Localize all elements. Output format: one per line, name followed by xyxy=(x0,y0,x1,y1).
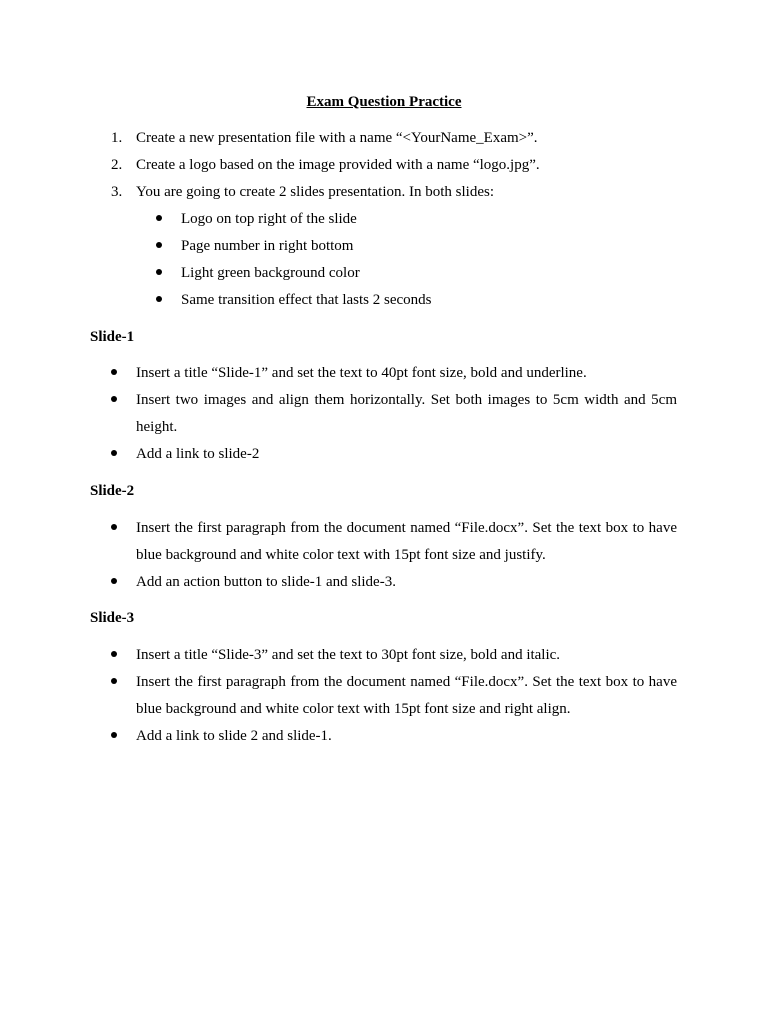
list-item xyxy=(0,723,677,750)
list-item-text: Create a logo based on the image provided with a name “logo.jpg”. xyxy=(136,157,540,173)
bullet-icon xyxy=(111,569,117,596)
slide-2-list xyxy=(0,515,768,596)
bullet-icon xyxy=(111,669,117,696)
list-item xyxy=(0,360,677,387)
numbered-item xyxy=(0,153,768,180)
list-item xyxy=(0,642,677,669)
list-item-text: Insert the first paragraph from the document named “File.docx”. Set the text box to have blue background and white color text with 15pt font size and right align. xyxy=(136,674,677,717)
bullet-icon xyxy=(156,234,166,259)
sub-list-item xyxy=(0,261,768,288)
list-number: 3. xyxy=(111,184,123,200)
numbered-item xyxy=(0,126,768,153)
bullet-icon xyxy=(111,360,117,387)
slide-1-heading: Slide-1 xyxy=(90,329,135,345)
list-item-text: Insert two images and align them horizontally. Set both images to 5cm width and 5cm height. xyxy=(136,392,677,435)
slide-2-heading: Slide-2 xyxy=(90,483,135,499)
list-item-text: Insert a title “Slide-3” and set the text to 30pt font size, bold and italic. xyxy=(136,647,561,663)
bullet-icon xyxy=(111,387,117,414)
list-item-text: Insert a title “Slide-1” and set the text to 40pt font size, bold and underline. xyxy=(136,365,587,381)
list-number: 2. xyxy=(111,157,123,173)
sub-list-container xyxy=(0,207,768,315)
numbered-list xyxy=(0,126,768,315)
both-slides-list xyxy=(0,207,768,315)
list-item xyxy=(0,515,677,569)
list-item xyxy=(0,569,677,596)
numbered-item xyxy=(0,180,768,207)
document-title: Exam Question Practice xyxy=(306,94,462,110)
list-item-text: Add a link to slide 2 and slide-1. xyxy=(136,728,332,744)
bullet-icon xyxy=(111,723,117,750)
bullet-icon xyxy=(156,261,166,286)
sub-list-item xyxy=(0,234,768,261)
list-number: 1. xyxy=(111,130,123,146)
list-item-text: Add a link to slide-2 xyxy=(136,446,260,462)
sub-list-item-text: Page number in right bottom xyxy=(181,238,354,254)
sub-list-item-text: Logo on top right of the slide xyxy=(181,211,357,227)
list-item xyxy=(0,669,677,723)
sub-list-item xyxy=(0,288,768,315)
slide-3-heading: Slide-3 xyxy=(90,610,135,626)
sub-list-item-text: Light green background color xyxy=(181,265,360,281)
bullet-icon xyxy=(156,288,166,313)
list-item-text: Insert the first paragraph from the document named “File.docx”. Set the text box to have blue background and white color text with 15pt font size and justify. xyxy=(136,520,677,563)
slide-3-list xyxy=(0,642,768,750)
bullet-icon xyxy=(156,207,166,232)
sub-list-item-text: Same transition effect that lasts 2 seconds xyxy=(181,292,432,308)
list-item xyxy=(0,441,677,468)
list-item-text: Add an action button to slide-1 and slide-3. xyxy=(136,574,396,590)
list-item xyxy=(0,387,677,441)
list-item-text: Create a new presentation file with a name “<YourName_Exam>”. xyxy=(136,130,538,146)
list-item-text: You are going to create 2 slides presentation. In both slides: xyxy=(136,184,494,200)
bullet-icon xyxy=(111,642,117,669)
bullet-icon xyxy=(111,441,117,468)
slide-1-list xyxy=(0,360,768,468)
sub-list-item xyxy=(0,207,768,234)
bullet-icon xyxy=(111,515,117,542)
